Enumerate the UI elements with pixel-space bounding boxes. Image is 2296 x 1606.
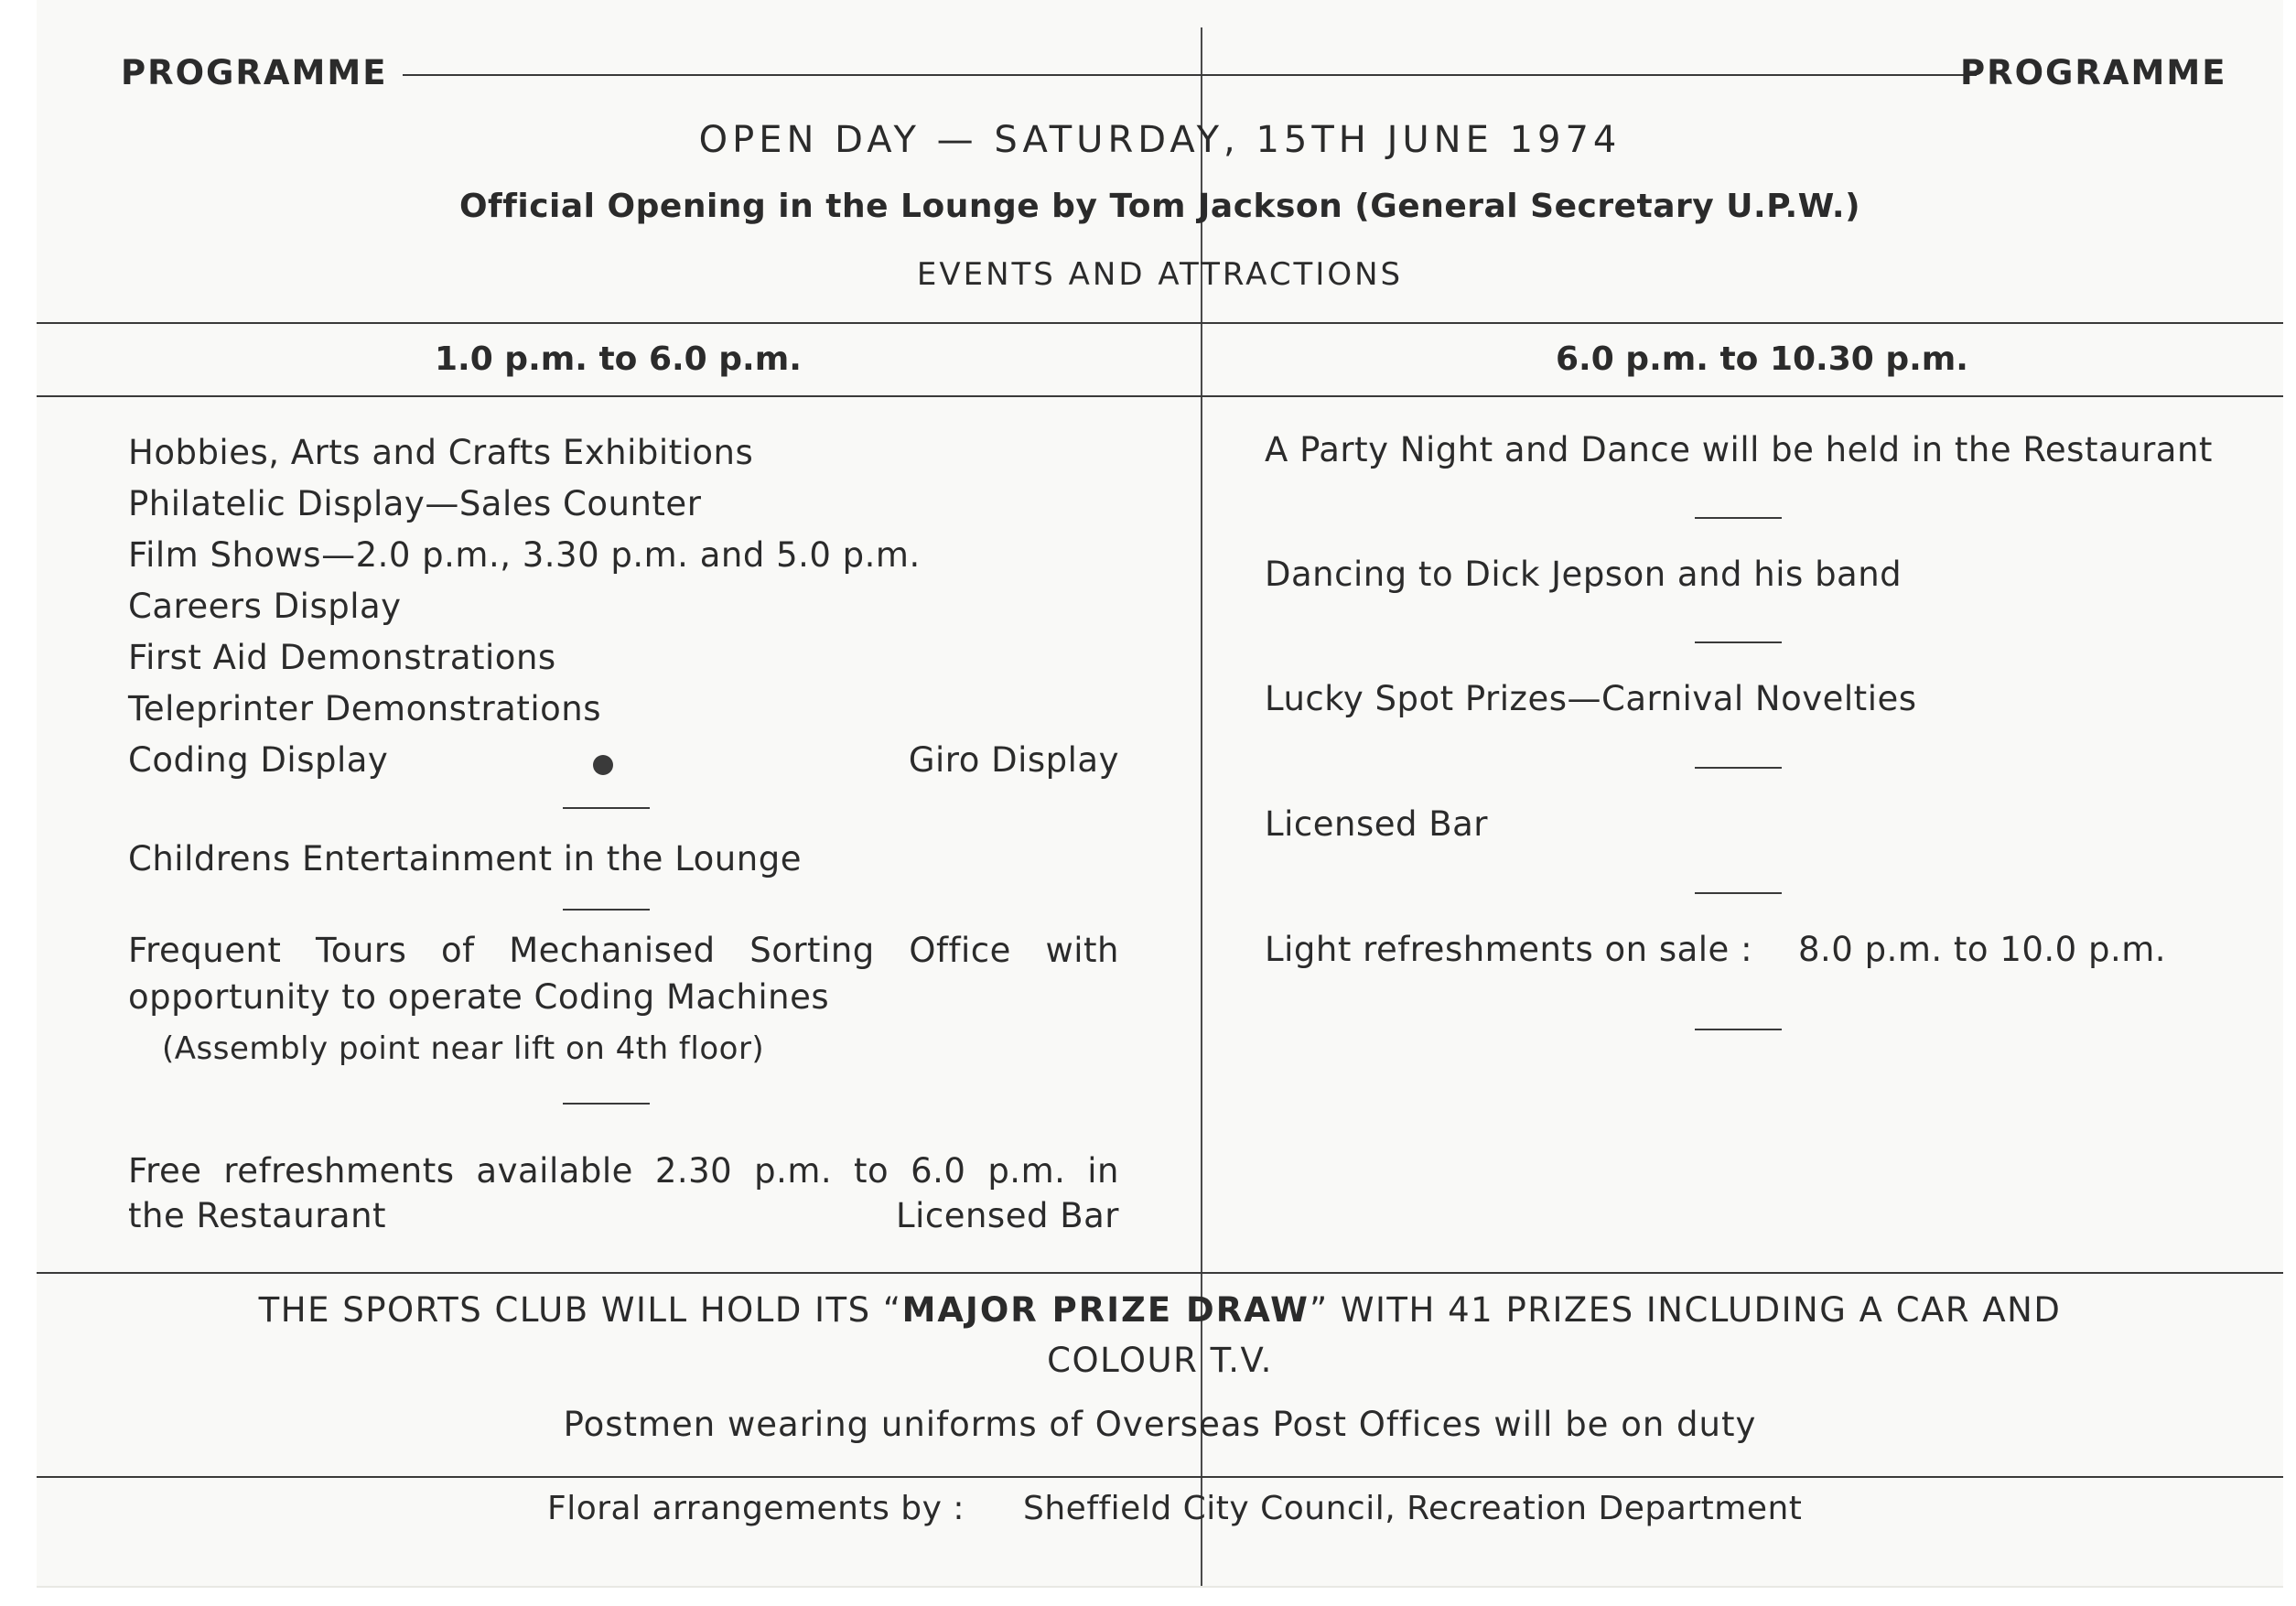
header-rule (403, 74, 1977, 76)
childrens-entertainment: Childrens Entertainment in the Lounge (128, 839, 802, 878)
separator-dash (563, 1103, 650, 1105)
bullet-dot (593, 755, 613, 775)
separator-dash (1695, 1029, 1782, 1030)
evening-time-heading: 6.0 p.m. to 10.30 p.m. (1556, 340, 1968, 378)
table-top-rule (37, 322, 2283, 324)
list-item: Film Shows—2.0 p.m., 3.30 p.m. and 5.0 p.m. (128, 535, 921, 575)
list-item: Coding Display (128, 740, 389, 780)
list-item: Hobbies, Arts and Crafts Exhibitions (128, 433, 754, 472)
light-refreshments-label: Light refreshments on sale : (1265, 930, 1753, 969)
prize-draw-bold: MAJOR PRIZE DRAW (901, 1290, 1310, 1330)
programme-label-left: PROGRAMME (121, 53, 388, 92)
licensed-bar-right: Licensed Bar (1265, 804, 1489, 844)
page-title: OPEN DAY — SATURDAY, 15TH JUNE 1974 (698, 119, 1622, 161)
assembly-point: (Assembly point near lift on 4th floor) (162, 1030, 765, 1067)
list-item: Teleprinter Demonstrations (128, 689, 601, 728)
list-item: Careers Display (128, 587, 402, 626)
list-item: Philatelic Display—Sales Counter (128, 484, 702, 523)
prize-draw-post: ” WITH 41 PRIZES INCLUDING A CAR AND (1310, 1290, 2062, 1330)
free-refreshments-line-1: Free refreshments available 2.30 p.m. to 6.0 p.m. in (128, 1151, 1119, 1191)
separator-dash (563, 807, 650, 809)
afternoon-time-heading: 1.0 p.m. to 6.0 p.m. (435, 340, 802, 378)
footer-bottom-rule (37, 1476, 2283, 1478)
party-night: A Party Night and Dance will be held in the Restaurant (1265, 430, 2213, 469)
prize-draw-pre: THE SPORTS CLUB WILL HOLD ITS “ (258, 1290, 902, 1330)
separator-dash (563, 909, 650, 911)
tours-line-1: Frequent Tours of Mechanised Sorting Office with (128, 931, 1119, 970)
separator-dash (1695, 767, 1782, 769)
floral-label: Floral arrangements by : (547, 1490, 965, 1527)
free-refreshments-line-2: the Restaurant (128, 1196, 387, 1235)
tours-line-2: opportunity to operate Coding Machines (128, 977, 830, 1017)
official-opening: Official Opening in the Lounge by Tom Jackson (General Secretary U.P.W.) (458, 188, 1861, 225)
programme-label-right: PROGRAMME (1960, 53, 2227, 92)
separator-dash (1695, 641, 1782, 643)
separator-dash (1695, 892, 1782, 894)
programme-card (37, 0, 2283, 1588)
licensed-bar-left: Licensed Bar (895, 1196, 1119, 1235)
postmen-note: Postmen wearing uniforms of Overseas Post Offices will be on duty (563, 1405, 1757, 1444)
prize-draw-line-1 (37, 1290, 2283, 1330)
list-item: First Aid Demonstrations (128, 638, 556, 677)
dancing: Dancing to Dick Jepson and his band (1265, 555, 1903, 594)
events-heading: EVENTS AND ATTRACTIONS (916, 256, 1404, 293)
separator-dash (1695, 517, 1782, 519)
lucky-spot-prizes: Lucky Spot Prizes—Carnival Novelties (1265, 679, 1917, 718)
footer-top-rule (37, 1272, 2283, 1274)
table-head-rule (37, 395, 2283, 397)
floral-value: Sheffield City Council, Recreation Department (1023, 1490, 1803, 1527)
light-refreshments-time: 8.0 p.m. to 10.0 p.m. (1798, 930, 2167, 969)
giro-display: Giro Display (908, 740, 1119, 780)
prize-draw-line-2: COLOUR T.V. (1047, 1341, 1273, 1380)
